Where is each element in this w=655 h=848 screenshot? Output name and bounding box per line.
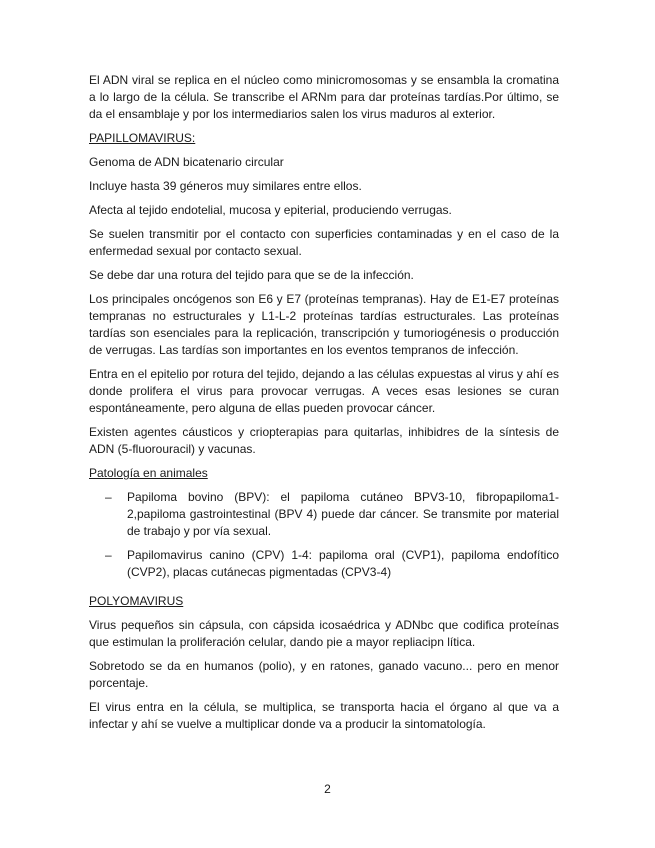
polyoma-paragraph-infection: El virus entra en la célula, se multiplica, se transporta hacia el órgano al que va a infectar y ahí se vuelve a multiplicar donde va a producir la sintomatología. bbox=[89, 700, 559, 731]
papilloma-paragraph-tissue-break: Se debe dar una rotura del tejido para que se de la infección. bbox=[89, 268, 414, 282]
page-number: 2 bbox=[324, 782, 331, 796]
papilloma-paragraph-tissue: Afecta al tejido endotelial, mucosa y epiterial, produciendo verrugas. bbox=[89, 203, 452, 217]
dash-bullet-icon: – bbox=[105, 548, 112, 562]
dash-bullet-icon: – bbox=[105, 490, 112, 504]
polyomavirus-heading: POLYOMAVIRUS bbox=[89, 594, 184, 608]
list-item-text: Papilomavirus canino (CPV) 1-4: papiloma oral (CVP1), papiloma endofítico (CVP2), placas cutánecas pigmentadas (CPV3-4) bbox=[127, 548, 559, 579]
list-item bbox=[89, 489, 559, 540]
papillomavirus-heading: PAPILLOMAVIRUS: bbox=[89, 131, 196, 145]
list-item-text: Papiloma bovino (BPV): el papiloma cutáneo BPV3-10, fibropapiloma1-2,papiloma gastrointestinal (BPV 4) puede dar cáncer. Se transmite por material de trabajo y por vía sexual. bbox=[127, 490, 559, 538]
papilloma-paragraph-epithelium: Entra en el epitelio por rotura del tejido, dejando a las células expuestas al virus y ahí es donde prolifera el virus para provocar verrugas. A veces esas lesiones se curan espontáneamente, pero alguna de ellas pueden provocar cáncer. bbox=[89, 367, 559, 415]
polyoma-paragraph-hosts: Sobretodo se da en humanos (polio), y en ratones, ganado vacuno... pero en menor porcentaje. bbox=[89, 659, 559, 690]
polyoma-paragraph-structure: Virus pequeños sin cápsula, con cápsida icosaédrica y ADNbc que codifica proteínas que estimulan la proliferación celular, dando pie a mayor repliacipn lítica. bbox=[89, 618, 559, 649]
intro-paragraph: El ADN viral se replica en el núcleo como minicromosomas y se ensambla la cromatina a lo largo de la célula. Se transcribe el ARNm para dar proteínas tardías.Por último, se da el ensamblaje y por los intermediarios salen los virus maduros al exterior. bbox=[89, 73, 559, 121]
list-item bbox=[89, 547, 559, 581]
animal-pathology-heading: Patología en animales bbox=[89, 466, 208, 480]
animal-pathology-list bbox=[89, 489, 559, 581]
document-page bbox=[89, 72, 559, 740]
papilloma-paragraph-treatment: Existen agentes cáusticos y criopterapias para quitarlas, inhibidres de la síntesis de ADN (5-fluorouracil) y vacunas. bbox=[89, 425, 559, 456]
papilloma-paragraph-oncogenes: Los principales oncógenos son E6 y E7 (proteínas tempranas). Hay de E1-E7 proteínas tempranas no estructurales y L1-L-2 proteínas tardías estructurales. Las proteínas tardías son esenciales para la replicación, transcripción y tumoriogénesis o producción de verrugas. Las tardías son importantes en los eventos tempranos de infección. bbox=[89, 292, 559, 357]
papilloma-paragraph-genome: Genoma de ADN bicatenario circular bbox=[89, 155, 284, 169]
papilloma-paragraph-transmission: Se suelen transmitir por el contacto con superficies contaminadas y en el caso de la enfermedad sexual por contacto sexual. bbox=[89, 227, 559, 258]
papilloma-paragraph-genera: Incluye hasta 39 géneros muy similares entre ellos. bbox=[89, 179, 362, 193]
